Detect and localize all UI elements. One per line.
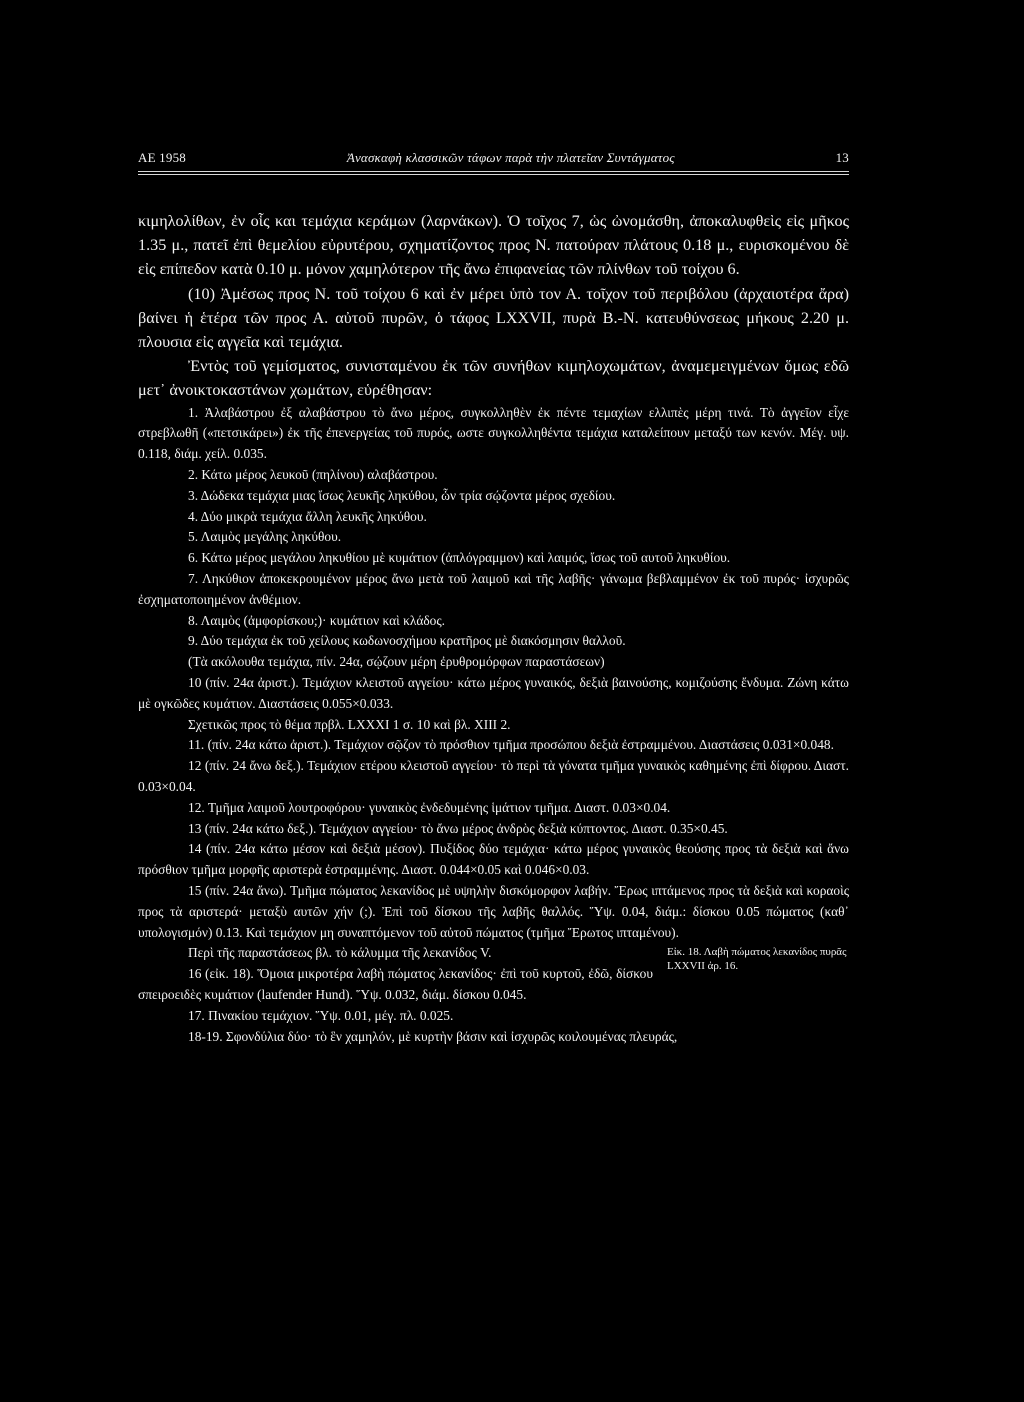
list-item: Σχετικῶς προς τὸ θέμα πρβλ. LXXXI 1 σ. 10 καὶ βλ. XIII 2. <box>188 716 511 732</box>
list-item: Περὶ τῆς παραστάσεως βλ. τὸ κάλυμμα τῆς λεκανίδος V. <box>188 945 492 961</box>
list-item: 7. Ληκύθιον ἀποκεκρουμένον μέρος ἄνω μετὰ τοῦ λαιμοῦ καὶ τῆς λαβῆς· γάνωμα βεβλαμμένον ἐκ τοῦ πυρός· ἰσχυρῶς ἐσχηματοποιημένον ἀνθέμιον. <box>138 571 849 607</box>
list-item: 3. Δώδεκα τεμάχια μιας ἴσως λευκῆς ληκύθου, ὧν τρία σῴζοντα μέρος σχεδίου. <box>188 487 616 503</box>
list-item: 8. Λαιμὸς (ἀμφορίσκου;)· κυμάτιον καὶ κλάδος. <box>188 612 446 628</box>
text-block <box>138 150 849 1047</box>
running-head <box>138 150 849 166</box>
list-item: 1. Ἀλαβάστρου ἐξ αλαβάστρου τὸ ἄνω μέρος, συγκολληθὲν ἐκ πέντε τεμαχίων ελλιπὲς μέρη τινά. Τὸ ἀγγεῖον εἶχε στρεβλωθῆ («πετσικάρει») ἐκ τῆς ἐπενεργείας τοῦ πυρός, ωστε συγκολληθέντα τεμάχια καταλείπουν μεταξύ των κενόν. Μέγ. υψ. 0.118, διάμ. χείλ. 0.035. <box>138 404 849 462</box>
list-item: 17. Πινακίου τεμάχιον. Ὕψ. 0.01, μέγ. πλ. 0.025. <box>188 1007 454 1023</box>
paragraph: Ἐντὸς τοῦ γεμίσματος, συνισταμένου ἐκ τῶν συνήθων κιμηλοχωμάτων, ἀναμεμειγμένων ὅμως εδῶ μετ᾽ ἀνοικτοκαστάνων χωμάτων, εὑρέθησαν: <box>138 357 849 400</box>
running-title: Ἀνασκαφὴ κλασσικῶν τάφων παρὰ τὴν πλατεῖαν Συντάγματος <box>346 150 675 165</box>
list-item: 11. (πίν. 24α κάτω ἀριστ.). Τεμάχιον σῷζον τὸ πρόσθιον τμῆμα προσώπου δεξιὰ ἐστραμμένου. Διαστάσεις 0.031×0.048. <box>188 737 834 753</box>
list-item: 2. Κάτω μέρος λευκοῦ (πηλίνου) αλαβάστρου. <box>188 467 438 483</box>
header-rule <box>138 171 849 172</box>
list-item: 18-19. Σφονδύλια δύο· τὸ ἓν χαμηλόν, μὲ κυρτὴν βάσιν καὶ ἰσχυρῶς κοιλουμένας πλευράς, <box>188 1028 678 1044</box>
body-text <box>138 209 849 1047</box>
paragraph: κιμηλολίθων, ἐν οἷς και τεμάχια κεράμων (λαρνάκων). Ὁ τοῖχος 7, ὡς ὠνομάσθη, ἀποκαλυφθεὶς εἰς μῆκος 1.35 μ., πατεῖ ἐπὶ θεμελίου εὐρυτέρου, σχηματίζοντος προς Ν. πατούραν πλάτους 0.18 μ., ευρισκομένου δὲ εἰς επίπεδον κατὰ 0.10 μ. μόνον χαμηλότερον τῆς ἄνω ἐπιφανείας τῶν πλίνθων τοῦ τοίχου 6. <box>138 212 849 279</box>
list-item: 13 (πίν. 24α κάτω δεξ.). Τεμάχιον αγγείου· τὸ ἄνω μέρος ἀνδρὸς δεξιὰ κύπτοντος. Διαστ. 0.35×0.45. <box>188 820 728 836</box>
list-item: 4. Δύο μικρὰ τεμάχια ἄλλη λευκῆς ληκύθου. <box>188 508 427 524</box>
list-item: 6. Κάτω μέρος μεγάλου ληκυθίου μὲ κυμάτιον (ἀπλόγραμμον) καὶ λαιμός, ἴσως τοῦ αυτοῦ ληκυθίου. <box>188 550 731 566</box>
list-item: 5. Λαιμὸς μεγάλης ληκύθου. <box>188 529 342 545</box>
list-item: 12 (πίν. 24 ἄνω δεξ.). Τεμάχιον ετέρου κλειστοῦ αγγείου· τὸ περὶ τὰ γόνατα τμῆμα γυναικὸς καθημένης ἐπὶ δίφρου. Διαστ. 0.03×0.04. <box>138 758 849 794</box>
paragraph: (10) Ἀμέσως προς Ν. τοῦ τοίχου 6 καὶ ἐν μέρει ὑπὸ τον Α. τοῖχον τοῦ περιβόλου (ἀρχαιοτέρα ἄρα) βαίνει ἡ ἑτέρα τῶν προς Α. αὐτοῦ πυρῶν, ὁ τάφος LXXVII, πυρὰ Β.-Ν. κατευθύνσεως μήκους 2.20 μ. πλουσια εἰς αγγεῖα καὶ τεμάχια. <box>138 284 849 352</box>
page-number: 13 <box>835 150 849 165</box>
list-item: 15 (πίν. 24α ἄνω). Τμῆμα πώματος λεκανίδος μὲ υψηλὴν δισκόμορφον λαβήν. Ἔρως ιπτάμενος προς τὰ δεξιὰ καὶ κοραοὶς προς τὰ αριστερά· μεταξὺ αυτῶν χήν (;). Ἐπὶ τοῦ δίσκου τῆς λαβῆς θαλλός. Ὕψ. 0.04, διάμ.: δίσκου 0.05 πώματος (καθ᾽ υπολογισμόν) 0.13. Καὶ τεμάχιον μη συναπτόμενον τοῦ αὐτοῦ πώματος (τμῆμα Ἔρωτος ιπταμένου). <box>138 882 849 940</box>
list-item: 14 (πίν. 24α κάτω μέσον καὶ δεξιὰ μέσον). Πυξίδος δύο τεμάχια· κάτω μέρος γυναικὸς θεούσης προς τὰ δεξιὰ καὶ ἄνω πρόσθιον τμῆμα μορφῆς αριστερὰ ἐστραμμένης. Διαστ. 0.044×0.05 καὶ 0.046×0.03. <box>138 841 849 878</box>
header-rule-thin <box>138 174 849 175</box>
list-item: 9. Δύο τεμάχια ἐκ τοῦ χείλους κωδωνοσχήμου κρατῆρος μὲ διακόσμησιν θαλλοῦ. <box>188 633 626 649</box>
list-item: 10 (πίν. 24α ἀριστ.). Τεμάχιον κλειστοῦ αγγείου· κάτω μέρος γυναικός, δεξιὰ βαινούσης, κομιζούσης ἔνδυμα. Ζώνη κάτω μὲ ογκῶδες κυμάτιον. Διαστάσεις 0.055×0.033. <box>138 674 849 711</box>
list-item: 12. Τμῆμα λαιμοῦ λουτροφόρου· γυναικὸς ἐνδεδυμένης ἱμάτιον τμῆμα. Διαστ. 0.03×0.04. <box>188 799 671 815</box>
list-item: (Τὰ ακόλουθα τεμάχια, πίν. 24α, σῴζουν μέρη ἐρυθρομόρφων παραστάσεων) <box>188 654 605 670</box>
list-item: 16 (εἰκ. 18). Ὅμοια μικροτέρα λαβὴ πώματος λεκανίδος· ἐπὶ τοῦ κυρτοῦ, ἐδῶ, δίσκου σπειροειδὲς κυμάτιον (laufender Hund). Ὕψ. 0.032, διάμ. δίσκου 0.045. <box>138 966 653 1002</box>
journal-label: ΑΕ 1958 <box>138 150 186 165</box>
figure-caption: Εἰκ. 18. Λαβὴ πώματος λεκανίδος πυρᾶς LXXVII ἀρ. 16. <box>667 946 847 973</box>
